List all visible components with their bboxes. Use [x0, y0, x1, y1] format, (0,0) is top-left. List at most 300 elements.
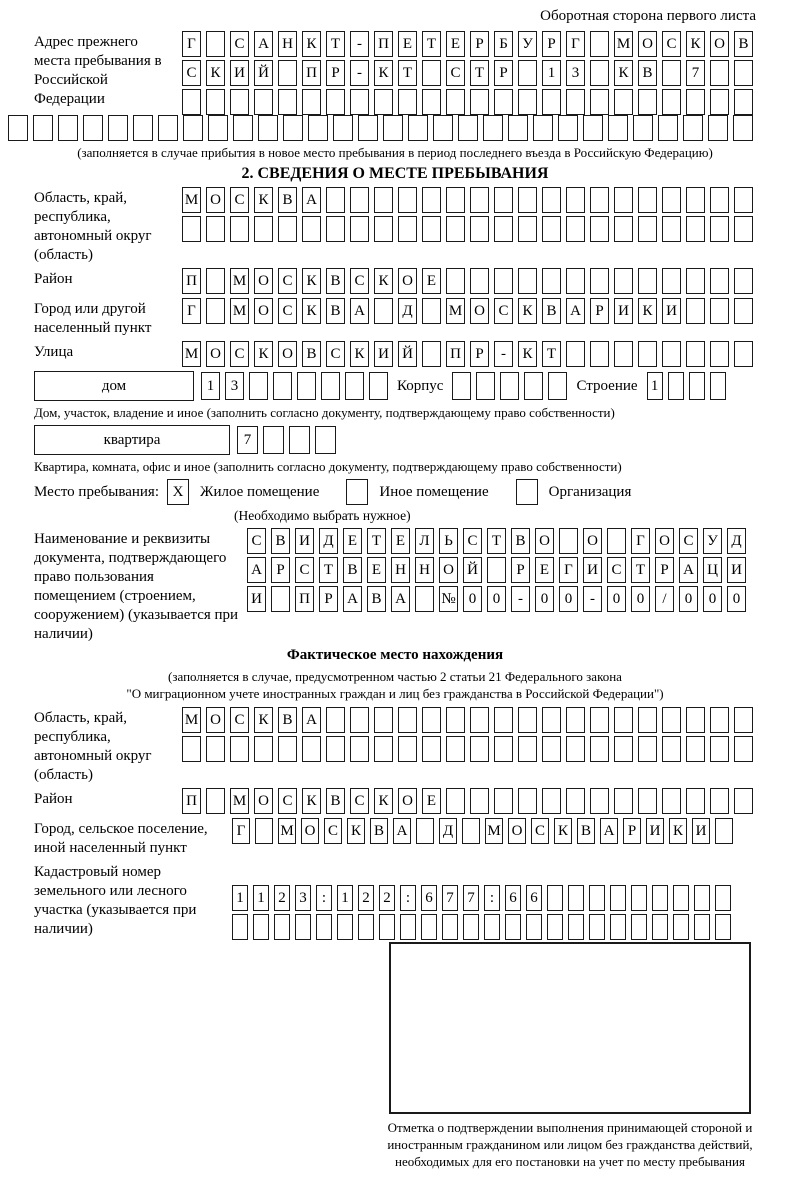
char-cell[interactable]: Р — [590, 298, 609, 324]
char-cell[interactable]: Л — [415, 528, 434, 554]
char-cell[interactable]: Р — [271, 557, 290, 583]
char-cell[interactable] — [83, 115, 103, 141]
char-cell[interactable] — [494, 216, 513, 242]
char-cell[interactable] — [470, 707, 489, 733]
char-cell[interactable] — [206, 788, 225, 814]
char-cell[interactable] — [374, 736, 393, 762]
char-cell[interactable]: С — [350, 788, 369, 814]
char-cell[interactable]: 6 — [421, 885, 437, 911]
char-cell[interactable] — [302, 89, 321, 115]
char-cell[interactable]: В — [271, 528, 290, 554]
char-cell[interactable]: К — [302, 31, 321, 57]
char-cell[interactable] — [590, 89, 609, 115]
char-cell[interactable]: О — [254, 788, 273, 814]
char-cell[interactable]: Г — [559, 557, 578, 583]
char-cell[interactable] — [274, 914, 290, 940]
char-cell[interactable] — [566, 187, 585, 213]
char-cell[interactable]: С — [278, 788, 297, 814]
char-cell[interactable]: П — [182, 268, 201, 294]
char-cell[interactable] — [518, 89, 537, 115]
char-cell[interactable]: О — [301, 818, 319, 844]
char-cell[interactable] — [133, 115, 153, 141]
char-cell[interactable] — [542, 707, 561, 733]
char-cell[interactable]: К — [554, 818, 572, 844]
char-cell[interactable] — [518, 736, 537, 762]
char-cell[interactable]: Г — [232, 818, 250, 844]
char-cell[interactable] — [271, 586, 290, 612]
char-cell[interactable] — [638, 89, 657, 115]
char-cell[interactable]: С — [350, 268, 369, 294]
char-cell[interactable] — [734, 268, 753, 294]
char-cell[interactable] — [398, 707, 417, 733]
char-cell[interactable]: С — [607, 557, 626, 583]
char-cell[interactable] — [350, 216, 369, 242]
char-cell[interactable] — [446, 89, 465, 115]
char-cell[interactable]: 1 — [337, 885, 353, 911]
char-cell[interactable]: К — [669, 818, 687, 844]
char-cell[interactable]: П — [302, 60, 321, 86]
char-cell[interactable]: 7 — [237, 426, 258, 454]
char-cell[interactable] — [462, 818, 480, 844]
char-cell[interactable]: Й — [398, 341, 417, 367]
checkbox-inoe[interactable] — [346, 479, 368, 505]
char-cell[interactable]: С — [446, 60, 465, 86]
char-cell[interactable] — [350, 736, 369, 762]
char-cell[interactable] — [734, 707, 753, 733]
char-cell[interactable] — [686, 707, 705, 733]
char-cell[interactable]: В — [370, 818, 388, 844]
char-cell[interactable] — [734, 60, 753, 86]
char-cell[interactable] — [583, 115, 603, 141]
char-cell[interactable]: М — [485, 818, 503, 844]
char-cell[interactable] — [710, 736, 729, 762]
char-cell[interactable] — [358, 115, 378, 141]
char-cell[interactable]: С — [324, 818, 342, 844]
char-cell[interactable] — [638, 341, 657, 367]
char-cell[interactable]: И — [247, 586, 266, 612]
char-cell[interactable] — [254, 216, 273, 242]
char-cell[interactable]: А — [254, 31, 273, 57]
char-cell[interactable] — [302, 736, 321, 762]
char-cell[interactable]: Н — [278, 31, 297, 57]
char-cell[interactable] — [566, 707, 585, 733]
char-cell[interactable] — [374, 89, 393, 115]
char-cell[interactable]: С — [278, 298, 297, 324]
char-cell[interactable]: И — [295, 528, 314, 554]
char-cell[interactable]: Т — [398, 60, 417, 86]
char-cell[interactable] — [289, 426, 310, 454]
char-cell[interactable]: - — [350, 60, 369, 86]
char-cell[interactable] — [638, 788, 657, 814]
char-cell[interactable] — [566, 341, 585, 367]
char-cell[interactable] — [278, 89, 297, 115]
char-cell[interactable] — [182, 216, 201, 242]
char-cell[interactable] — [734, 187, 753, 213]
char-cell[interactable] — [422, 89, 441, 115]
char-cell[interactable]: С — [531, 818, 549, 844]
char-cell[interactable] — [662, 216, 681, 242]
char-cell[interactable] — [463, 914, 479, 940]
char-cell[interactable]: Г — [182, 31, 201, 57]
char-cell[interactable] — [607, 528, 626, 554]
char-cell[interactable]: Р — [655, 557, 674, 583]
char-cell[interactable] — [715, 818, 733, 844]
char-cell[interactable] — [263, 426, 284, 454]
char-cell[interactable] — [689, 372, 705, 400]
char-cell[interactable] — [608, 115, 628, 141]
char-cell[interactable] — [230, 89, 249, 115]
char-cell[interactable] — [542, 216, 561, 242]
char-cell[interactable]: Т — [319, 557, 338, 583]
char-cell[interactable]: О — [254, 268, 273, 294]
char-cell[interactable]: Р — [542, 31, 561, 57]
char-cell[interactable]: В — [367, 586, 386, 612]
char-cell[interactable]: Т — [542, 341, 561, 367]
char-cell[interactable] — [108, 115, 128, 141]
char-cell[interactable]: 6 — [505, 885, 521, 911]
char-cell[interactable] — [326, 216, 345, 242]
char-cell[interactable] — [326, 707, 345, 733]
char-cell[interactable] — [494, 187, 513, 213]
char-cell[interactable] — [638, 707, 657, 733]
char-cell[interactable] — [278, 60, 297, 86]
char-cell[interactable]: В — [278, 707, 297, 733]
char-cell[interactable] — [326, 89, 345, 115]
char-cell[interactable]: В — [326, 268, 345, 294]
char-cell[interactable] — [590, 216, 609, 242]
char-cell[interactable] — [206, 31, 225, 57]
char-cell[interactable] — [446, 707, 465, 733]
char-cell[interactable]: Р — [623, 818, 641, 844]
char-cell[interactable] — [533, 115, 553, 141]
char-cell[interactable] — [470, 736, 489, 762]
char-cell[interactable] — [686, 89, 705, 115]
char-cell[interactable] — [398, 736, 417, 762]
char-cell[interactable] — [458, 115, 478, 141]
char-cell[interactable] — [590, 707, 609, 733]
char-cell[interactable]: Г — [631, 528, 650, 554]
char-cell[interactable]: О — [470, 298, 489, 324]
char-cell[interactable] — [278, 216, 297, 242]
char-cell[interactable]: Ь — [439, 528, 458, 554]
char-cell[interactable]: Е — [367, 557, 386, 583]
char-cell[interactable] — [422, 341, 441, 367]
char-cell[interactable] — [422, 60, 441, 86]
char-cell[interactable] — [614, 707, 633, 733]
char-cell[interactable] — [631, 914, 647, 940]
char-cell[interactable] — [652, 885, 668, 911]
char-cell[interactable] — [590, 31, 609, 57]
char-cell[interactable] — [379, 914, 395, 940]
char-cell[interactable]: Р — [470, 341, 489, 367]
char-cell[interactable]: И — [662, 298, 681, 324]
char-cell[interactable]: С — [230, 707, 249, 733]
char-cell[interactable]: № — [439, 586, 458, 612]
char-cell[interactable] — [694, 885, 710, 911]
char-cell[interactable] — [548, 372, 567, 400]
char-cell[interactable]: В — [638, 60, 657, 86]
char-cell[interactable] — [398, 89, 417, 115]
char-cell[interactable] — [542, 89, 561, 115]
char-cell[interactable]: 7 — [463, 885, 479, 911]
char-cell[interactable] — [350, 89, 369, 115]
char-cell[interactable] — [558, 115, 578, 141]
char-cell[interactable] — [662, 89, 681, 115]
char-cell[interactable] — [494, 268, 513, 294]
char-cell[interactable] — [487, 557, 506, 583]
char-cell[interactable] — [315, 426, 336, 454]
char-cell[interactable]: К — [518, 341, 537, 367]
char-cell[interactable]: Б — [494, 31, 513, 57]
char-cell[interactable]: : — [400, 885, 416, 911]
char-cell[interactable] — [614, 216, 633, 242]
char-cell[interactable] — [518, 788, 537, 814]
char-cell[interactable] — [302, 216, 321, 242]
char-cell[interactable] — [518, 707, 537, 733]
char-cell[interactable] — [255, 818, 273, 844]
char-cell[interactable] — [273, 372, 292, 400]
char-cell[interactable]: П — [295, 586, 314, 612]
char-cell[interactable]: И — [646, 818, 664, 844]
char-cell[interactable]: М — [230, 298, 249, 324]
char-cell[interactable] — [494, 788, 513, 814]
char-cell[interactable]: О — [508, 818, 526, 844]
char-cell[interactable] — [358, 914, 374, 940]
char-cell[interactable]: К — [254, 707, 273, 733]
char-cell[interactable] — [518, 268, 537, 294]
char-cell[interactable] — [422, 298, 441, 324]
char-cell[interactable]: Н — [391, 557, 410, 583]
char-cell[interactable] — [715, 914, 731, 940]
char-cell[interactable] — [206, 736, 225, 762]
char-cell[interactable]: В — [343, 557, 362, 583]
char-cell[interactable] — [326, 187, 345, 213]
char-cell[interactable] — [183, 115, 203, 141]
char-cell[interactable] — [662, 60, 681, 86]
char-cell[interactable]: Р — [470, 31, 489, 57]
char-cell[interactable] — [278, 736, 297, 762]
char-cell[interactable]: Р — [494, 60, 513, 86]
char-cell[interactable] — [710, 341, 729, 367]
char-cell[interactable] — [542, 187, 561, 213]
char-cell[interactable]: М — [230, 268, 249, 294]
char-cell[interactable]: М — [278, 818, 296, 844]
char-cell[interactable] — [710, 60, 729, 86]
char-cell[interactable] — [446, 216, 465, 242]
char-cell[interactable] — [326, 736, 345, 762]
char-cell[interactable] — [673, 885, 689, 911]
char-cell[interactable] — [614, 736, 633, 762]
char-cell[interactable]: 1 — [647, 372, 663, 400]
char-cell[interactable]: А — [679, 557, 698, 583]
char-cell[interactable]: С — [230, 187, 249, 213]
char-cell[interactable]: Т — [631, 557, 650, 583]
char-cell[interactable] — [658, 115, 678, 141]
char-cell[interactable] — [686, 187, 705, 213]
char-cell[interactable]: 1 — [232, 885, 248, 911]
char-cell[interactable]: К — [614, 60, 633, 86]
char-cell[interactable]: 0 — [727, 586, 746, 612]
char-cell[interactable]: 0 — [631, 586, 650, 612]
char-cell[interactable]: К — [254, 341, 273, 367]
char-cell[interactable] — [631, 885, 647, 911]
char-cell[interactable]: С — [463, 528, 482, 554]
char-cell[interactable]: О — [655, 528, 674, 554]
char-cell[interactable]: Н — [415, 557, 434, 583]
char-cell[interactable]: Е — [446, 31, 465, 57]
char-cell[interactable]: К — [302, 268, 321, 294]
char-cell[interactable] — [638, 268, 657, 294]
char-cell[interactable] — [350, 707, 369, 733]
char-cell[interactable] — [710, 187, 729, 213]
char-cell[interactable]: А — [600, 818, 618, 844]
char-cell[interactable]: С — [494, 298, 513, 324]
char-cell[interactable] — [253, 914, 269, 940]
char-cell[interactable] — [668, 372, 684, 400]
char-cell[interactable]: О — [398, 268, 417, 294]
char-cell[interactable]: А — [247, 557, 266, 583]
char-cell[interactable] — [158, 115, 178, 141]
char-cell[interactable]: К — [374, 60, 393, 86]
char-cell[interactable] — [333, 115, 353, 141]
char-cell[interactable]: И — [583, 557, 602, 583]
char-cell[interactable]: С — [182, 60, 201, 86]
char-cell[interactable] — [308, 115, 328, 141]
char-cell[interactable]: 0 — [487, 586, 506, 612]
char-cell[interactable] — [398, 216, 417, 242]
char-cell[interactable]: О — [710, 31, 729, 57]
char-cell[interactable] — [400, 914, 416, 940]
char-cell[interactable]: В — [326, 788, 345, 814]
char-cell[interactable]: П — [446, 341, 465, 367]
char-cell[interactable] — [590, 736, 609, 762]
char-cell[interactable] — [566, 788, 585, 814]
char-cell[interactable] — [610, 914, 626, 940]
char-cell[interactable] — [283, 115, 303, 141]
char-cell[interactable]: В — [302, 341, 321, 367]
char-cell[interactable] — [182, 89, 201, 115]
char-cell[interactable]: 0 — [607, 586, 626, 612]
char-cell[interactable]: 0 — [679, 586, 698, 612]
char-cell[interactable]: О — [254, 298, 273, 324]
char-cell[interactable]: С — [679, 528, 698, 554]
char-cell[interactable] — [566, 268, 585, 294]
char-cell[interactable]: - — [494, 341, 513, 367]
char-cell[interactable]: С — [230, 31, 249, 57]
char-cell[interactable]: Т — [367, 528, 386, 554]
char-cell[interactable]: Е — [422, 268, 441, 294]
char-cell[interactable] — [568, 885, 584, 911]
char-cell[interactable]: : — [484, 885, 500, 911]
char-cell[interactable] — [374, 216, 393, 242]
char-cell[interactable] — [182, 736, 201, 762]
char-cell[interactable] — [254, 89, 273, 115]
char-cell[interactable] — [8, 115, 28, 141]
char-cell[interactable] — [710, 788, 729, 814]
char-cell[interactable]: Е — [343, 528, 362, 554]
char-cell[interactable] — [422, 736, 441, 762]
char-cell[interactable]: К — [686, 31, 705, 57]
char-cell[interactable] — [734, 788, 753, 814]
char-cell[interactable] — [416, 818, 434, 844]
char-cell[interactable]: С — [326, 341, 345, 367]
char-cell[interactable]: 6 — [526, 885, 542, 911]
char-cell[interactable]: А — [350, 298, 369, 324]
char-cell[interactable] — [662, 187, 681, 213]
char-cell[interactable] — [542, 736, 561, 762]
char-cell[interactable] — [734, 736, 753, 762]
char-cell[interactable]: Ц — [703, 557, 722, 583]
char-cell[interactable] — [686, 268, 705, 294]
char-cell[interactable] — [505, 914, 521, 940]
char-cell[interactable]: К — [347, 818, 365, 844]
char-cell[interactable]: Й — [254, 60, 273, 86]
char-cell[interactable] — [249, 372, 268, 400]
char-cell[interactable] — [58, 115, 78, 141]
char-cell[interactable] — [708, 115, 728, 141]
char-cell[interactable] — [710, 298, 729, 324]
char-cell[interactable] — [638, 216, 657, 242]
char-cell[interactable]: Д — [319, 528, 338, 554]
char-cell[interactable]: И — [692, 818, 710, 844]
char-cell[interactable] — [316, 914, 332, 940]
char-cell[interactable] — [590, 341, 609, 367]
char-cell[interactable] — [673, 914, 689, 940]
char-cell[interactable]: 2 — [274, 885, 290, 911]
char-cell[interactable] — [383, 115, 403, 141]
char-cell[interactable]: К — [518, 298, 537, 324]
char-cell[interactable] — [590, 788, 609, 814]
char-cell[interactable] — [710, 707, 729, 733]
char-cell[interactable] — [421, 914, 437, 940]
char-cell[interactable] — [33, 115, 53, 141]
char-cell[interactable] — [568, 914, 584, 940]
char-cell[interactable]: - — [511, 586, 530, 612]
char-cell[interactable] — [233, 115, 253, 141]
char-cell[interactable] — [590, 268, 609, 294]
char-cell[interactable]: О — [583, 528, 602, 554]
char-cell[interactable]: 1 — [542, 60, 561, 86]
char-cell[interactable]: С — [278, 268, 297, 294]
checkbox-zhiloe[interactable]: X — [167, 479, 189, 505]
char-cell[interactable]: 3 — [295, 885, 311, 911]
char-cell[interactable] — [476, 372, 495, 400]
char-cell[interactable]: Д — [398, 298, 417, 324]
char-cell[interactable] — [590, 60, 609, 86]
char-cell[interactable]: С — [295, 557, 314, 583]
char-cell[interactable] — [206, 298, 225, 324]
char-cell[interactable]: 1 — [201, 372, 220, 400]
char-cell[interactable] — [206, 268, 225, 294]
char-cell[interactable]: М — [182, 187, 201, 213]
char-cell[interactable] — [442, 914, 458, 940]
char-cell[interactable]: - — [583, 586, 602, 612]
char-cell[interactable]: А — [393, 818, 411, 844]
char-cell[interactable] — [662, 341, 681, 367]
char-cell[interactable]: О — [278, 341, 297, 367]
char-cell[interactable]: Г — [566, 31, 585, 57]
char-cell[interactable]: Е — [398, 31, 417, 57]
char-cell[interactable] — [589, 914, 605, 940]
char-cell[interactable] — [374, 707, 393, 733]
char-cell[interactable]: В — [326, 298, 345, 324]
char-cell[interactable] — [446, 788, 465, 814]
char-cell[interactable]: : — [316, 885, 332, 911]
char-cell[interactable] — [494, 89, 513, 115]
char-cell[interactable] — [422, 216, 441, 242]
char-cell[interactable] — [610, 885, 626, 911]
char-cell[interactable] — [422, 707, 441, 733]
